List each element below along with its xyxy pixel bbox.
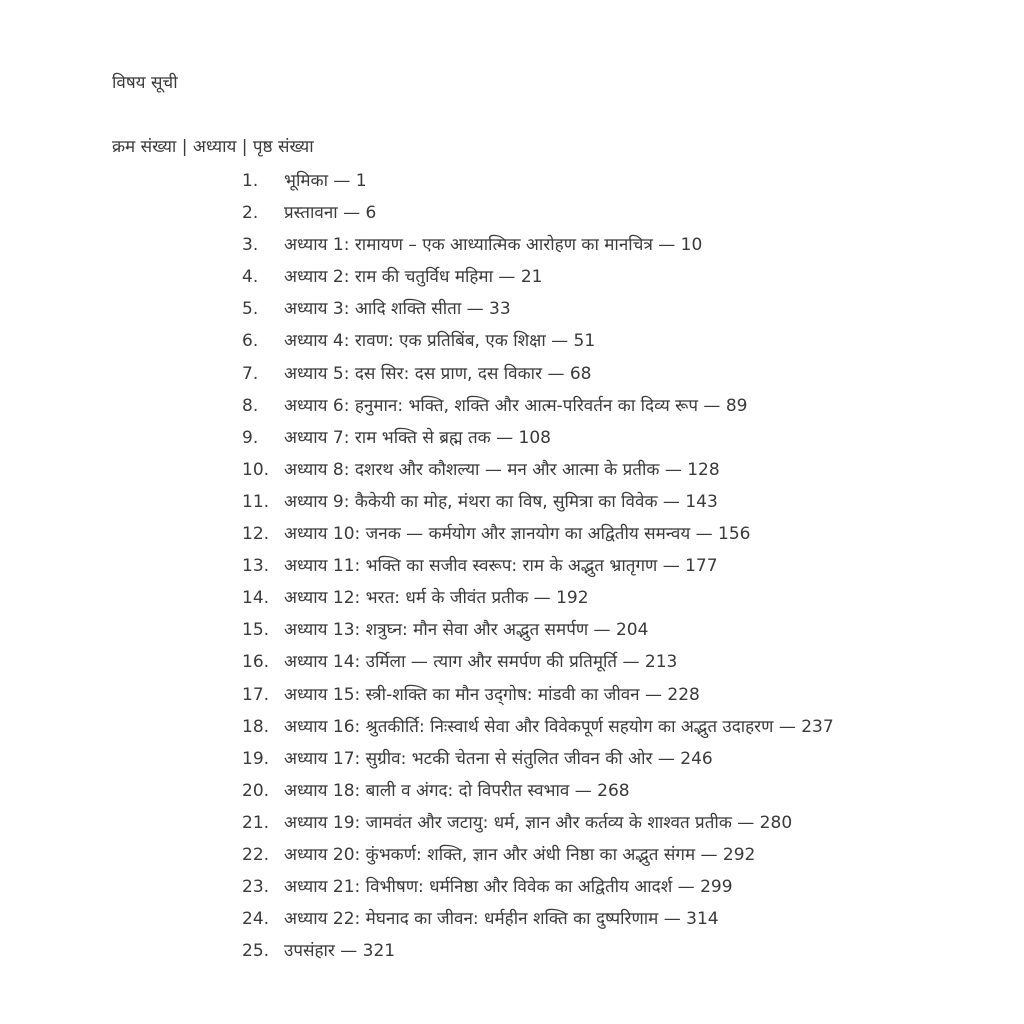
toc-entry bbox=[0, 614, 1024, 646]
toc-entry bbox=[0, 871, 1024, 903]
toc-entry-text: भूमिका — 1 bbox=[284, 171, 367, 191]
toc-entry bbox=[0, 358, 1024, 390]
toc-entry bbox=[0, 582, 1024, 614]
toc-entry bbox=[0, 807, 1024, 839]
toc-entry-number: 20. bbox=[242, 780, 270, 801]
toc-entry bbox=[0, 775, 1024, 807]
toc-entry bbox=[0, 711, 1024, 743]
toc-entry-number: 11. bbox=[242, 491, 270, 512]
toc-entry-text: अध्याय 19: जामवंत और जटायु: धर्म, ज्ञान और कर्तव्य के शाश्वत प्रतीक — 280 bbox=[284, 812, 793, 833]
toc-entry-text: अध्याय 9: कैकेयी का मोह, मंथरा का विष, सुमित्रा का विवेक — 143 bbox=[284, 491, 718, 512]
toc-entry bbox=[0, 486, 1024, 518]
toc-entry-text: अध्याय 5: दस सिर: दस प्राण, दस विकार — 68 bbox=[284, 363, 592, 384]
toc-entry-number: 8. bbox=[242, 395, 259, 416]
toc-entry bbox=[0, 518, 1024, 550]
toc-entry-text: अध्याय 4: रावण: एक प्रतिबिंब, एक शिक्षा — 51 bbox=[284, 331, 596, 352]
toc-entry-number: 17. bbox=[242, 684, 270, 705]
toc-entry-text: अध्याय 15: स्त्री-शक्ति का मौन उद्‌गोष: मांडवी का जीवन — 228 bbox=[284, 684, 700, 705]
toc-entry-text: अध्याय 6: हनुमान: भक्ति, शक्ति और आत्म-परिवर्तन का दिव्य रूप — 89 bbox=[284, 395, 748, 416]
toc-entry bbox=[0, 165, 1024, 197]
toc-entry bbox=[0, 293, 1024, 325]
toc-entry-number: 24. bbox=[242, 909, 270, 930]
toc-entry-number: 16. bbox=[242, 652, 270, 673]
toc-entry-text: प्रस्तावना — 6 bbox=[284, 203, 377, 224]
toc-entry-text: अध्याय 20: कुंभकर्ण: शक्ति, ज्ञान और अंधी निष्ठा का अद्भुत संगम — 292 bbox=[284, 844, 756, 865]
toc-entry-number: 23. bbox=[242, 877, 270, 898]
toc-entry-number: 14. bbox=[242, 588, 270, 609]
toc-entry-text: अध्याय 8: दशरथ और कौशल्या — मन और आत्मा के प्रतीक — 128 bbox=[284, 459, 720, 480]
toc-entry-number: 7. bbox=[242, 363, 259, 384]
toc-entry-number: 2. bbox=[242, 203, 259, 224]
toc-entry-number: 13. bbox=[242, 556, 270, 577]
toc-entry bbox=[0, 839, 1024, 871]
toc-entry-text: अध्याय 2: राम की चतुर्विध महिमा — 21 bbox=[284, 267, 543, 288]
toc-entry-number: 5. bbox=[242, 299, 259, 320]
toc-entry-number: 6. bbox=[242, 331, 259, 352]
toc-entry-text: अध्याय 11: भक्ति का सजीव स्वरूप: राम के अद्भुत भ्रातृगण — 177 bbox=[284, 556, 718, 577]
toc-entry-number: 25. bbox=[242, 941, 270, 962]
toc-entry-number: 15. bbox=[242, 620, 270, 641]
toc-entry-text: अध्याय 3: आदि शक्ति सीता — 33 bbox=[284, 299, 511, 320]
toc-entry-text: उपसंहार — 321 bbox=[284, 941, 396, 962]
toc-entry-number: 1. bbox=[242, 171, 259, 191]
toc-entry-number: 3. bbox=[242, 235, 259, 256]
toc-entry bbox=[0, 935, 1024, 967]
toc-entry bbox=[0, 646, 1024, 678]
toc-entry bbox=[0, 197, 1024, 229]
column-header: क्रम संख्या | अध्याय | पृष्ठ संख्या bbox=[112, 137, 314, 157]
toc-entry bbox=[0, 261, 1024, 293]
toc-entry-text: अध्याय 13: शत्रुघ्न: मौन सेवा और अद्भुत समर्पण — 204 bbox=[284, 620, 649, 641]
toc-entry-number: 4. bbox=[242, 267, 259, 288]
toc-entry-number: 22. bbox=[242, 844, 270, 865]
toc-entry bbox=[0, 743, 1024, 775]
toc-entry bbox=[0, 903, 1024, 935]
toc-entry-number: 10. bbox=[242, 459, 270, 480]
toc-entry-number: 19. bbox=[242, 748, 270, 769]
toc-entry-text: अध्याय 21: विभीषण: धर्मनिष्ठा और विवेक का अद्वितीय आदर्श — 299 bbox=[284, 877, 733, 898]
toc-entry bbox=[0, 679, 1024, 711]
toc-entry bbox=[0, 422, 1024, 454]
toc-entry-text: अध्याय 12: भरत: धर्म के जीवंत प्रतीक — 192 bbox=[284, 588, 589, 609]
toc-entry-number: 12. bbox=[242, 524, 270, 545]
toc-entry bbox=[0, 550, 1024, 582]
toc-entry-number: 21. bbox=[242, 812, 270, 833]
toc-list bbox=[0, 165, 1024, 967]
toc-entry-number: 9. bbox=[242, 427, 259, 448]
toc-entry bbox=[0, 229, 1024, 261]
toc-entry-text: अध्याय 22: मेघनाद का जीवन: धर्महीन शक्ति का दुष्परिणाम — 314 bbox=[284, 909, 719, 930]
toc-entry-number: 18. bbox=[242, 716, 270, 737]
toc-entry-text: अध्याय 7: राम भक्ति से ब्रह्म तक — 108 bbox=[284, 427, 551, 448]
toc-entry bbox=[0, 325, 1024, 357]
toc-entry-text: अध्याय 16: श्रुतकीर्ति: निःस्वार्थ सेवा और विवेकपूर्ण सहयोग का अद्भुत उदाहरण — 237 bbox=[284, 716, 834, 737]
toc-entry-text: अध्याय 1: रामायण – एक आध्यात्मिक आरोहण का मानचित्र — 10 bbox=[284, 235, 703, 256]
page-title: विषय सूची bbox=[112, 73, 178, 93]
toc-entry-text: अध्याय 10: जनक — कर्मयोग और ज्ञानयोग का अद्वितीय समन्वय — 156 bbox=[284, 524, 751, 545]
toc-entry-text: अध्याय 18: बाली व अंगद: दो विपरीत स्वभाव — 268 bbox=[284, 780, 630, 801]
toc-entry-text: अध्याय 14: उर्मिला — त्याग और समर्पण की प्रतिमूर्ति — 213 bbox=[284, 652, 678, 673]
toc-entry bbox=[0, 390, 1024, 422]
toc-entry bbox=[0, 454, 1024, 486]
toc-entry-text: अध्याय 17: सुग्रीव: भटकी चेतना से संतुलित जीवन की ओर — 246 bbox=[284, 748, 713, 769]
